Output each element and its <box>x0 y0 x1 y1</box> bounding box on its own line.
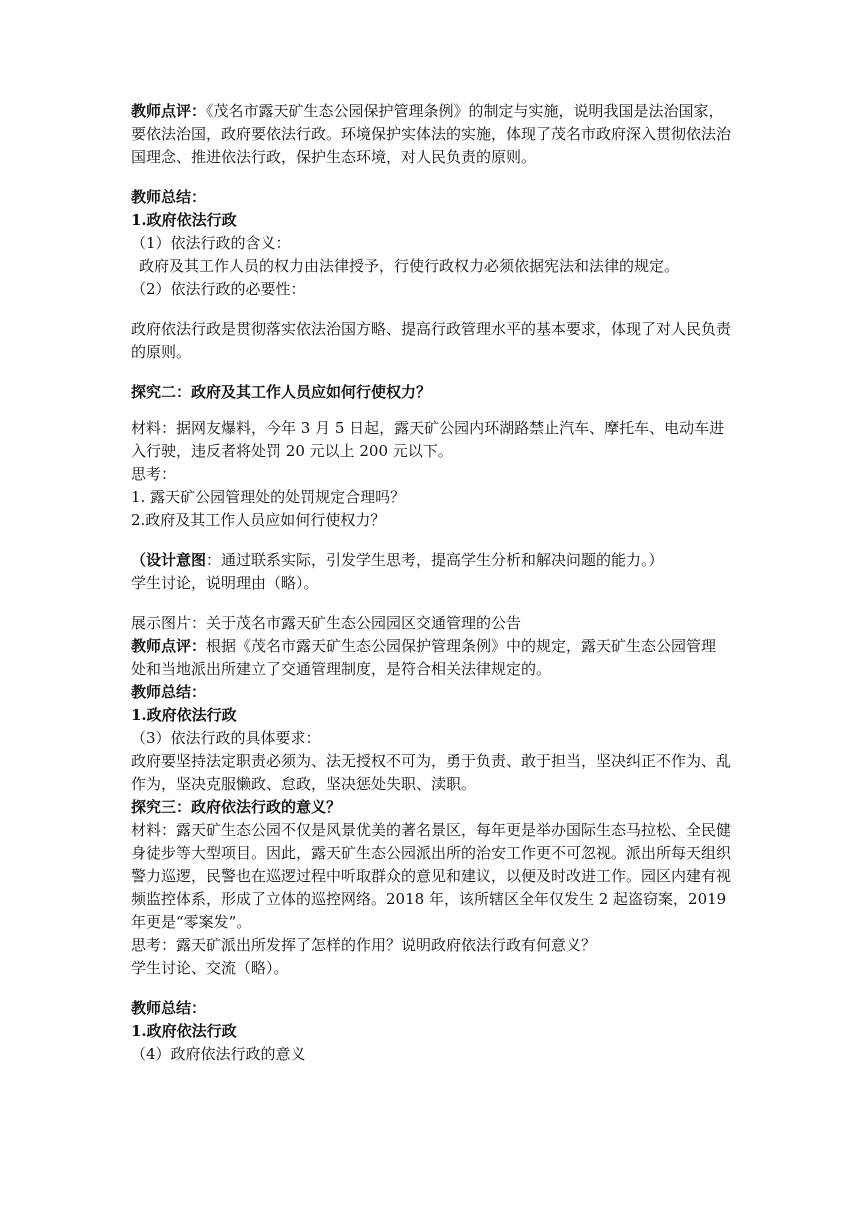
explore-2-title: 探究二：政府及其工作人员应如何行使权力？ <box>131 383 432 401</box>
summary-3-heading: 1.政府依法行政 <box>131 1022 237 1040</box>
explore-2-picture: 展示图片：关于茂名市露天矿生态公园园区交通管理的公告 <box>131 614 522 632</box>
teacher-comment-2-paragraph <box>131 635 731 681</box>
teacher-comment-text: 《茂名市露天矿生态公园保护管理条例》的制定与实施，说明我国是法治国家，要依法治国，政府要依法行政。环境保护实体法的实施，体现了茂名市政府深入贯彻依法治国理念、推进依法行政，保护生态环境，对人民负责的原则。 <box>131 102 732 166</box>
explore-3-think: 思考：露天矿派出所发挥了怎样的作用？说明政府依法行政有何意义？ <box>131 936 597 954</box>
summary-2-heading: 1.政府依法行政 <box>131 706 237 724</box>
document-page <box>131 100 731 1066</box>
explore-3-title: 探究三：政府依法行政的意义？ <box>131 798 342 816</box>
summary-item-3-title: （3）依法行政的具体要求： <box>131 729 321 747</box>
summary-item-1-title: （1）依法行政的含义： <box>131 234 291 252</box>
teacher-comment-2-text: 根据《茂名市露天矿生态公园保护管理条例》中的规定，露天矿生态公园管理处和当地派出所建立了交通管理制度，是符合相关法律规定的。 <box>131 637 717 678</box>
design-intent-text: ：通过联系实际，引发学生思考，提高学生分析和解决问题的能力。） <box>206 551 664 569</box>
explore-2-think-label: 思考： <box>131 465 177 483</box>
design-intent-label: （设计意图 <box>131 551 207 569</box>
explore-2-question-1: 1. 露天矿公园管理处的处罚规定合理吗？ <box>131 488 406 506</box>
teacher-comment-paragraph <box>131 100 731 169</box>
explore-2-question-2: 2.政府及其工作人员应如何行使权力？ <box>131 511 386 529</box>
explore-3-material: 材料：露天矿生态公园不仅是风景优美的著名景区，每年更是举办国际生态马拉松、全民健身徒步等大型项目。因此，露天矿生态公园派出所的治安工作更不可忽视。派出所每天组织警力巡逻，民警也在巡逻过程中听取群众的意见和建议，以便及时改进工作。园区内建有视频监控体系，形成了立体的巡控网络。2018 年，该所辖区全年仅发生 2 起盗窃案，2019 年更是“零案发”。 <box>131 821 732 931</box>
design-intent-paragraph <box>131 549 731 572</box>
summary-item-2-text: 政府依法行政是贯彻落实依法治国方略、提高行政管理水平的基本要求，体现了对人民负责的原则。 <box>131 320 732 361</box>
summary-item-4-title: （4）政府依法行政的意义 <box>131 1045 306 1063</box>
summary-item-1-text: 政府及其工作人员的权力由法律授予，行使行政权力必须依据宪法和法律的规定。 <box>139 257 680 275</box>
explore-2-discussion: 学生讨论，说明理由（略）。 <box>131 574 319 592</box>
teacher-comment-label: 教师点评： <box>131 102 207 120</box>
explore-3-discussion: 学生讨论、交流（略）。 <box>131 959 289 977</box>
explore-2-material: 材料：据网友爆料，今年 3 月 5 日起，露天矿公园内环湖路禁止汽车、摩托车、电动车进入行驶，违反者将处罚 20 元以上 200 元以下。 <box>131 419 725 460</box>
summary-3-title: 教师总结： <box>131 999 207 1017</box>
summary-title: 教师总结： <box>131 188 207 206</box>
summary-item-2-title: （2）依法行政的必要性： <box>131 280 306 298</box>
summary-2-title: 教师总结： <box>131 683 207 701</box>
teacher-comment-2-label: 教师点评： <box>131 637 207 655</box>
summary-heading: 1.政府依法行政 <box>131 211 237 229</box>
summary-item-3-text: 政府要坚持法定职责必须为、法无授权不可为，勇于负责、敢于担当，坚决纠正不作为、乱作为，坚决克服懒政、怠政，坚决惩处失职、渎职。 <box>131 752 732 793</box>
